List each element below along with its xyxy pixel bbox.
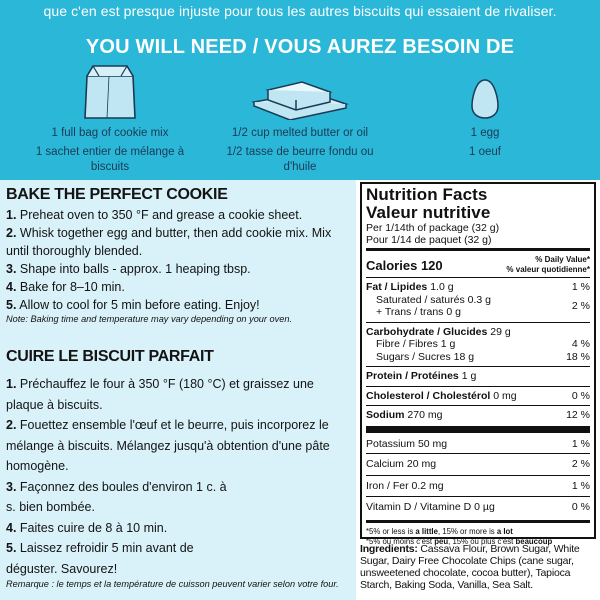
en-steps: [6, 206, 351, 325]
ingredient-butter: [215, 62, 385, 175]
calories-value: 120: [420, 257, 443, 273]
en-section-title: BAKE THE PERFECT COOKIE: [6, 186, 228, 203]
fat-row: Fat / Lipides 1.0 g 1 %: [366, 281, 590, 293]
en-step-2: 2. Whisk together egg and butter, then add cookie mix. Mix until thoroughly blended.: [6, 226, 332, 258]
ingredient-cookie-mix-en: 1 full bag of cookie mix: [51, 127, 169, 139]
ingredients-label: Ingredients:: [360, 543, 418, 555]
fr-step-4: 4. Faites cuire de 8 à 10 min.: [6, 520, 168, 535]
daily-value-fr: % valeur quotidienne*: [506, 265, 590, 274]
ingredients-list: [360, 543, 596, 591]
calories-label: Calories: [366, 257, 418, 273]
potassium-row: Potassium 50 mg 1 %: [366, 437, 590, 450]
daily-value-en: % Daily Value*: [535, 255, 590, 264]
cholesterol-row: Cholesterol / Cholestérol 0 mg 0 %: [366, 389, 590, 402]
fr-steps: [6, 374, 351, 590]
nutrition-title-en: Nutrition Facts: [366, 185, 488, 204]
ingredients-text: Cassava Flour, Brown Sugar, White Sugar, Dairy Free Chocolate Chips (cane sugar, unsweetened chocolate, cocoa butter), Tapioca Starch, Baking Soda, Vanilla, Sea Salt.: [360, 543, 580, 591]
fr-step-1: 1. Préchauffez le four à 350 °F (180 °C) et graissez une plaque à biscuits.: [6, 377, 314, 412]
serving-size-fr: Pour 1/14 de paquet (32 g): [366, 234, 492, 246]
nutrition-footnote: *5% or less is a little, 15% or more is a lot *5% ou moins c'est peu, 15% ou plus c'est beaucoup: [366, 526, 553, 546]
nutrition-facts-table: [360, 182, 596, 546]
fr-step-2: 2. Fouettez ensemble l'œuf et le beurre, puis incorporez le mélange à biscuits. Mélangez jusqu'à obtention d'une pâte homogène.: [6, 418, 330, 473]
ingredient-butter-fr: 1/2 tasse de beurre fondu ou d'huile: [226, 146, 374, 173]
ingredients-banner: [0, 0, 600, 180]
ingredient-egg-en: 1 egg: [470, 127, 500, 139]
ingredient-cookie-mix-fr: 1 sachet entier de mélange à biscuits: [35, 146, 185, 173]
iron-row: Iron / Fer 0.2 mg 1 %: [366, 479, 590, 492]
carb-row: Carbohydrate / Glucides 29 g: [366, 325, 511, 338]
fr-step-3: 3. Façonnez des boules d'environ 1 c. à s. bien bombée.: [6, 479, 227, 514]
fibre-row: Fibre / Fibres 1 g 4 %: [376, 338, 590, 350]
intro-text: que c'en est presque injuste pour tous les autres biscuits qui essaient de rivaliser.: [43, 3, 557, 19]
calcium-row: Calcium 20 mg 2 %: [366, 458, 590, 470]
fr-section-title: CUIRE LE BISCUIT PARFAIT: [6, 348, 214, 365]
sugars-row: Sugars / Sucres 18 g 18 %: [376, 350, 590, 363]
instructions-panel: [0, 180, 356, 600]
butter-icon: [250, 70, 350, 120]
fr-step-5: 5. Laissez refroidir 5 min avant de déguster. Savourez!: [6, 541, 194, 576]
en-step-3: 3. Shape into balls - approx. 1 heaping tbsp.: [6, 262, 251, 276]
serving-size-en: Per 1/14th of package (32 g): [366, 222, 500, 234]
en-note: Note: Baking time and temperature may vary depending on your oven.: [6, 314, 292, 324]
ingredient-egg: [430, 62, 540, 160]
ingredient-cookie-mix: [35, 62, 185, 175]
en-step-4: 4. Bake for 8–10 min.: [6, 280, 125, 294]
sat-trans-row: Saturated / saturés 0.3 g + Trans / trans 0 g 2 %: [376, 293, 590, 318]
egg-icon: [470, 78, 500, 120]
you-will-need-heading: YOU WILL NEED / VOUS AUREZ BESOIN DE: [85, 36, 515, 58]
calories-row: [366, 253, 590, 277]
nutrition-title-fr: Valeur nutritive: [366, 203, 491, 222]
sodium-row: Sodium 270 mg 12 %: [366, 409, 590, 421]
protein-row: Protein / Protéines 1 g: [366, 370, 477, 382]
ingredient-butter-en: 1/2 cup melted butter or oil: [231, 127, 369, 139]
ingredient-egg-fr: 1 oeuf: [469, 146, 501, 158]
vitamin-d-row: Vitamin D / Vitamine D 0 µg 0 %: [366, 501, 590, 513]
en-step-5: 5. Allow to cool for 5 min before eating. Enjoy!: [6, 298, 260, 312]
fr-note: Remarque : le temps et la température de cuisson peuvent varier selon votre four.: [6, 579, 339, 589]
cookie-mix-bag-icon: [79, 62, 141, 120]
en-step-1: 1. Preheat oven to 350 °F and grease a cookie sheet.: [6, 208, 303, 222]
